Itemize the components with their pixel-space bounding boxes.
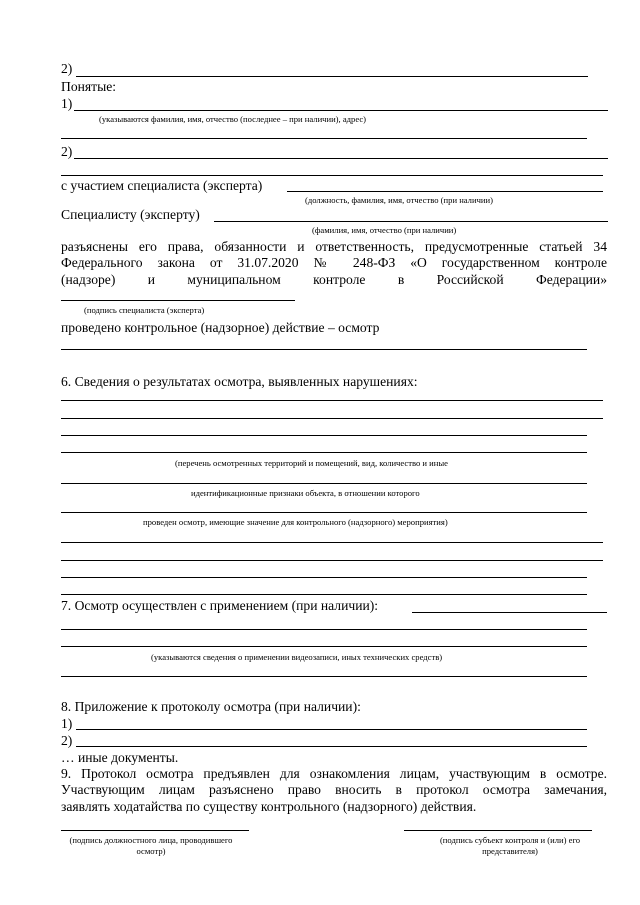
fill-line	[76, 729, 587, 730]
section6-heading: 6. Сведения о результатах осмотра, выявленных нарушениях:	[61, 374, 418, 389]
fill-line	[61, 629, 587, 630]
subject-signature-hint: (подпись субъект контроля и (или) его представителя)	[439, 835, 581, 856]
rights-line: разъяснены его права, обязанности и ответственность, предусмотренные статьей 34	[61, 239, 607, 254]
signature-line	[61, 300, 295, 301]
action-text: проведено контрольное (надзорное) действие – осмотр	[61, 320, 380, 335]
section8-item-2-label: 2)	[61, 733, 73, 748]
subject-signature-line	[404, 830, 592, 831]
official-signature-line	[61, 830, 249, 831]
section7-hint: (указываются сведения о применении видеозаписи, иных технических средств)	[151, 652, 443, 662]
section9-line: Участвующим лицам разъяснено право вносить в протокол осмотра замечания,	[61, 782, 607, 798]
fill-line	[61, 138, 587, 139]
specialist-to-hint: (фамилия, имя, отчество (при наличии)	[312, 225, 457, 235]
rights-paragraph	[61, 239, 607, 288]
rights-line: (надзоре) и муниципальном контроле в Российской Федерации»	[61, 271, 607, 287]
rights-line: Федерального закона от 31.07.2020 № 248-ФЗ «О государственном контроле	[61, 255, 607, 271]
fill-line	[61, 418, 603, 419]
section9-paragraph	[61, 766, 607, 815]
fill-line	[214, 221, 608, 222]
specialist-signature-hint: (подпись специалиста (эксперта)	[84, 305, 205, 315]
official-signature-hint: (подпись должностного лица, проводившего осмотр)	[69, 835, 233, 856]
fill-line	[61, 646, 587, 647]
fill-line	[61, 175, 603, 176]
fill-line	[61, 676, 587, 677]
section6-hint-3: проведен осмотр, имеющие значение для контрольного (надзорного) мероприятия)	[143, 517, 448, 527]
section7-heading: 7. Осмотр осуществлен с применением (при наличии):	[61, 598, 379, 613]
witnesses-heading: Понятые:	[61, 79, 117, 94]
fill-line	[74, 110, 608, 111]
fill-line	[61, 512, 587, 513]
fill-line	[61, 400, 603, 401]
specialist-to-label: Специалисту (эксперту)	[61, 207, 200, 222]
specialist-participation-label: с участием специалиста (эксперта)	[61, 178, 263, 193]
section8-other: … иные документы.	[61, 750, 179, 765]
fill-line	[287, 191, 603, 192]
fill-line	[61, 349, 587, 350]
witness-2-label: 2)	[61, 144, 73, 159]
section6-hint-2: идентификационные признаки объекта, в отношении которого	[191, 488, 420, 498]
witness-1-hint: (указываются фамилия, имя, отчество (последнее – при наличии), адрес)	[99, 114, 367, 124]
fill-line	[76, 746, 587, 747]
section8-heading: 8. Приложение к протоколу осмотра (при наличии):	[61, 699, 361, 714]
fill-line	[61, 577, 587, 578]
item-2-label: 2)	[61, 61, 73, 76]
fill-line	[61, 560, 603, 561]
section9-line: заявлять ходатайства по существу контрольного (надзорного) действия.	[61, 798, 477, 814]
section6-hint-1: (перечень осмотренных территорий и помещений, вид, количество и иные	[175, 458, 448, 468]
fill-line	[61, 542, 603, 543]
fill-line	[76, 76, 588, 77]
fill-line	[61, 452, 587, 453]
fill-line	[61, 435, 587, 436]
section9-line: 9. Протокол осмотра предъявлен для ознакомления лицам, участвующим в осмотре.	[61, 766, 607, 781]
specialist-participation-hint: (должность, фамилия, имя, отчество (при наличии)	[305, 195, 493, 205]
fill-line	[61, 483, 587, 484]
fill-line	[74, 158, 608, 159]
witness-1-label: 1)	[61, 96, 73, 111]
section8-item-1-label: 1)	[61, 716, 73, 731]
fill-line	[61, 594, 587, 595]
fill-line	[412, 612, 607, 613]
